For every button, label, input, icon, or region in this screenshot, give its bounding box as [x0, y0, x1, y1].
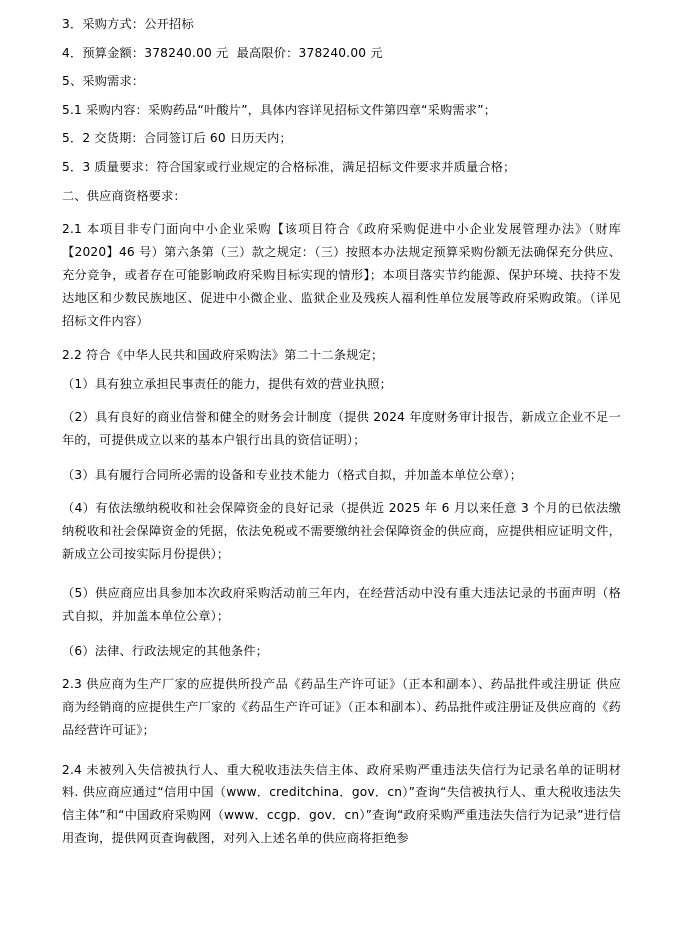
document-section-heading: 二、供应商资格要求：	[62, 188, 186, 203]
document-line: 4．预算金额：378240.00 元 最高限价：378240.00 元	[62, 45, 383, 60]
document-line: 5．2 交货期：合同签订后 60 日历天内；	[62, 131, 292, 146]
document-paragraph: （4）有依法缴纳税收和社会保障资金的良好记录（提供近 2025 年 6 月以来任意 3 个月的已依法缴纳税收和社会保障资金的凭据，依法免税或不需要缴纳社会保障资金的供应商，应提供相应证明文件，新成立公司按实际月份提供）；	[62, 501, 621, 562]
document-paragraph: 2.1 本项目非专门面向中小企业采购【该项目符合《政府采购促进中小企业发展管理办法》（财库【2020】46 号）第六条第（三）款之规定：（三）按照本办法规定预算采购份额无法确保充分供应、充分竞争，或者存在可能影响政府采购目标实现的情形】；本项目落实节约能源、保护环境、扶持不发达地区和少数民族地区、促进中小微企业、监狱企业及残疾人福利性单位发展等政府采购政策。（详见招标文件内容）	[62, 222, 621, 328]
document-line: 5．3 质量要求：符合国家或行业规定的合格标准，满足招标文件要求并质量合格；	[62, 159, 516, 174]
document-line: 2.2 符合《中华人民共和国政府采购法》第二十二条规定；	[62, 348, 384, 363]
document-line: 5.1 采购内容：采购药品“叶酸片”，具体内容详见招标文件第四章“采购需求”；	[62, 102, 497, 117]
document-paragraph: 2.4 未被列入失信被执行人、重大税收违法失信主体、政府采购严重违法失信行为记录名单的证明材料. 供应商应通过“信用中国（www．creditchina．gov．cn）”查询“失信被执行人、重大税收违法失信主体”和“中国政府采购网（www．ccgp．gov．cn）”查询“政府采购严重违法失信行为记录”进行信用查询，提供网页查询截图，对列入上述名单的供应商将拒绝参	[62, 762, 621, 846]
document-paragraph: （5）供应商应出具参加本次政府采购活动前三年内，在经营活动中没有重大违法记录的书面声明（格式自拟，并加盖本单位公章）；	[62, 586, 621, 624]
document-line: 5、采购需求：	[62, 74, 145, 89]
document-paragraph: （2）具有良好的商业信誉和健全的财务会计制度（提供 2024 年度财务审计报告，新成立企业不足一年的，可提供成立以来的基本户银行出具的资信证明）；	[62, 410, 621, 448]
document-line: （3）具有履行合同所必需的设备和专业技术能力（格式自拟，并加盖本单位公章）；	[62, 467, 523, 482]
document-body	[62, 18, 621, 850]
document-paragraph: 2.3 供应商为生产厂家的应提供所投产品《药品生产许可证》（正本和副本）、药品批件或注册证 供应商为经销商的应提供生产厂家的《药品生产许可证》（正本和副本）、药品批件或注册证及供应商的《药品经营许可证》；	[62, 677, 621, 738]
document-line: 3．采购方式：公开招标	[62, 17, 194, 31]
document-line: （1）具有独立承担民事责任的能力，提供有效的营业执照；	[62, 376, 393, 391]
document-line: （6）法律、行政法规定的其他条件；	[62, 643, 269, 658]
